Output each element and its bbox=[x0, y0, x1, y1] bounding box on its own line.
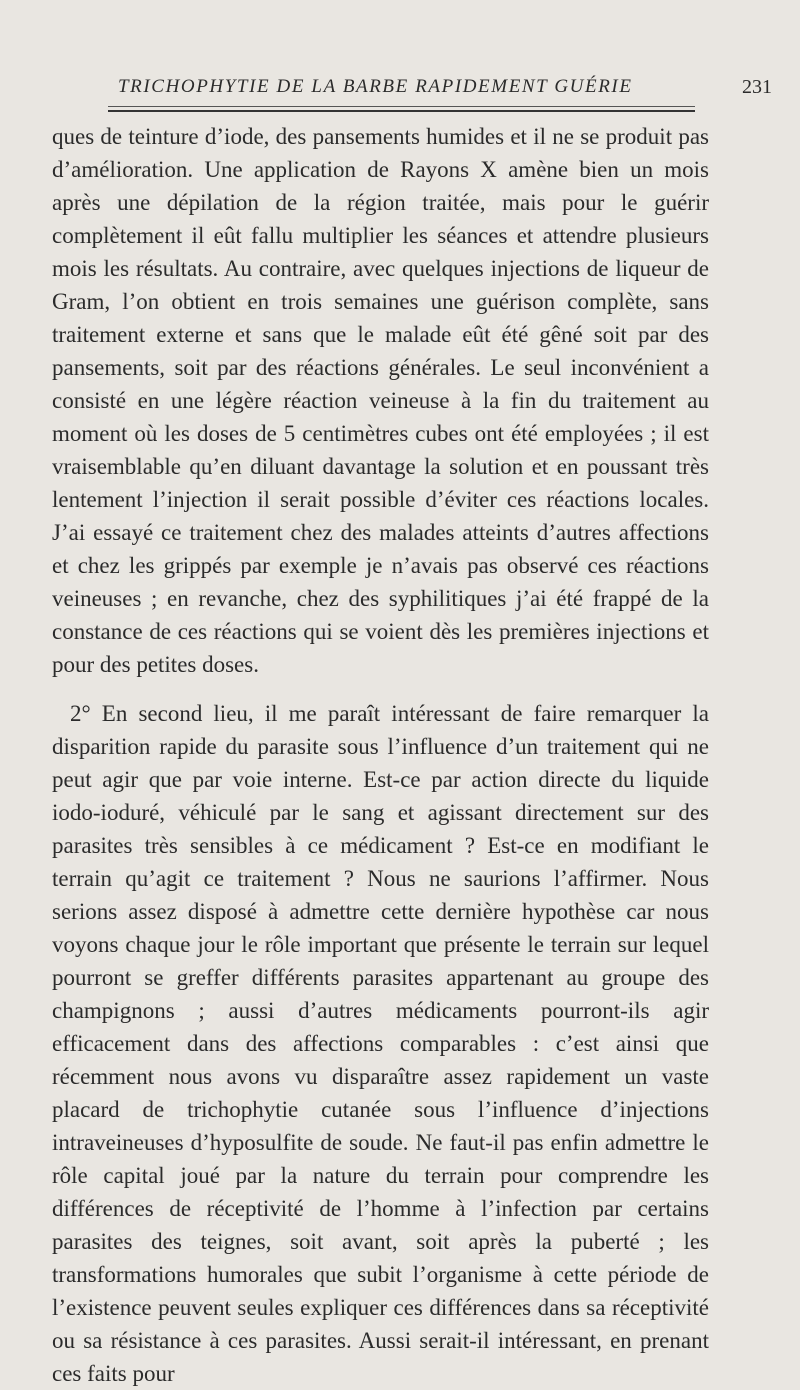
header-rule-thick bbox=[108, 110, 695, 112]
running-title: TRICHOPHYTIE DE LA BARBE RAPIDEMENT GUÉRIE bbox=[118, 76, 633, 97]
body-text bbox=[52, 120, 709, 1390]
paragraph-second-point: 2° En second lieu, il me paraît intéressant de faire remarquer la disparition rapide du parasite sous l’influence d’un traitement qui ne peut agir que par voie interne. Est-ce par action directe du liquide iodo-ioduré, véhiculé par le sang et agissant directement sur des parasites très sensibles à ce médicament ? Est-ce en modifiant le terrain qu’agit ce traitement ? Nous ne saurions l’affirmer. Nous serions assez disposé à admettre cette dernière hypothèse car nous voyons chaque jour le rôle important que présente le terrain sur lequel pourront se greffer différents parasites appartenant au groupe des champignons ; aussi d’autres médicaments pourront-ils agir efficacement dans des affections comparables : c’est ainsi que récemment nous avons vu disparaître assez rapidement un vaste placard de trichophytie cutanée sous l’influence d’injections intraveineuses d’hyposulfite de soude. Ne faut-il pas enfin admettre le rôle capital joué par la nature du terrain pour comprendre les différences de réceptivité de l’homme à l’infection par certains parasites des teignes, soit avant, soit après la puberté ; les transformations humorales que subit l’organisme à cette période de l’existence peuvent seules expliquer ces différences dans sa réceptivité ou sa résistance à ces parasites. Aussi serait-il intéressant, en prenant ces faits pour bbox=[52, 701, 709, 1386]
paragraph-continuation: ques de teinture d’iode, des pansements humides et il ne se produit pas d’amélioration. Une application de Rayons X amène bien un mois après une dépilation de la région traitée, mais pour le guérir complètement il eût fallu multiplier les séances et attendre plusieurs mois les résultats. Au contraire, avec quelques injections de liqueur de Gram, l’on obtient en trois semaines une guérison complète, sans traitement externe et sans que le malade eût été gêné soit par des pansements, soit par des réactions générales. Le seul inconvénient a consisté en une légère réaction veineuse à la fin du traitement au moment où les doses de 5 centimètres cubes ont été employées ; il est vraisemblable qu’en diluant davantage la solution et en poussant très lentement l’injection il serait possible d’éviter ces réactions locales. J’ai essayé ce traitement chez des malades atteints d’autres affections et chez les grippés par exemple je n’avais pas observé ces réactions veineuses ; en revanche, chez des syphilitiques j’ai été frappé de la constance de ces réactions qui se voient dès les premières injections et pour des petites doses. bbox=[52, 124, 709, 677]
header-rule bbox=[108, 106, 695, 107]
page-number: 231 bbox=[742, 76, 772, 98]
page-header bbox=[0, 68, 800, 108]
